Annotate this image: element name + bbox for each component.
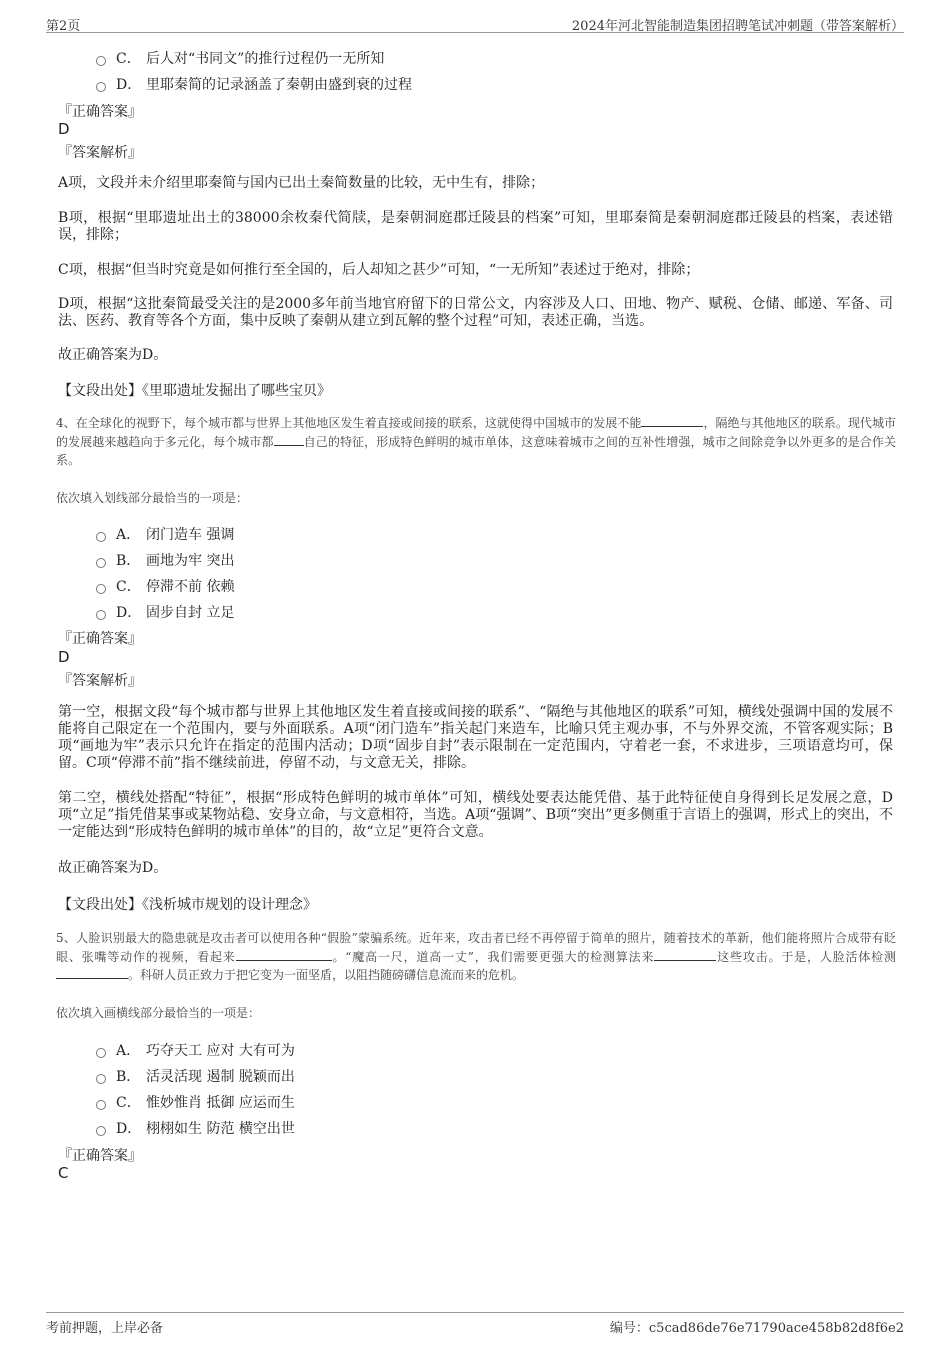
option-text: 固步自封 立足 <box>146 605 235 621</box>
q4-analysis-label: 『答案解析』 <box>58 673 142 689</box>
document-id: 编号：c5cad86de76e71790ace458b82d8f6e2 <box>609 1321 904 1336</box>
q5-option-b[interactable] <box>96 1066 295 1086</box>
q3-answer-label: 『正确答案』 <box>58 104 142 120</box>
q5-option-c[interactable] <box>96 1092 295 1112</box>
option-letter: D． <box>116 605 142 621</box>
q5-option-d[interactable] <box>96 1118 295 1138</box>
option-text: 闭门造车 强调 <box>146 527 235 543</box>
option-text: 巧夺天工 应对 大有可为 <box>146 1043 295 1059</box>
q4-stem-part3: 自己的特征，形成特色鲜明的城市单体，这意味着城市之间的互补性增强，城市之间除竞争以外更多的是合作关系。 <box>56 434 896 467</box>
q5-stem <box>56 929 896 985</box>
q4-answer: D <box>58 648 70 666</box>
radio-icon[interactable] <box>96 1074 106 1084</box>
option-letter: A． <box>116 1043 141 1059</box>
radio-icon[interactable] <box>96 532 106 542</box>
option-text: 后人对“书同文”的推行过程仍一无所知 <box>146 51 385 67</box>
q3-option-d[interactable] <box>96 74 412 94</box>
radio-icon[interactable] <box>96 584 106 594</box>
q4-stem <box>56 414 896 470</box>
q3-analysis-a: A项，文段并未介绍里耶秦简与国内已出土秦简数量的比较，无中生有，排除； <box>58 175 545 191</box>
q4-analysis-second-blank: 第二空，横线处搭配“特征”，根据“形成特色鲜明的城市单体”可知，横线处要表达能凭借、基于此特征使自身得到长足发展之意，D项“立足”指凭借某事或某物站稳、安身立命，与文意相符，当选。A项“强调”、B项“突出”更多侧重于言语上的强调，形式上的突出，不一定能达到“形成特色鲜明的城市单体”的目的，故“立足”更符合文意。 <box>58 790 893 840</box>
radio-icon[interactable] <box>96 1126 106 1136</box>
q5-prompt: 依次填入画横线部分最恰当的一项是： <box>56 1006 261 1020</box>
q4-conclusion: 故正确答案为D。 <box>58 860 168 876</box>
blank-line[interactable] <box>56 966 128 979</box>
option-letter: C． <box>116 1095 141 1111</box>
option-letter: D． <box>116 77 142 93</box>
q4-stem-part1: 4、在全球化的视野下，每个城市都与世界上其他地区发生着直接或间接的联系，这就使得中国城市的发展不能 <box>56 416 642 430</box>
radio-icon[interactable] <box>96 558 106 568</box>
blank-line[interactable] <box>641 414 703 427</box>
q5-stem-part1: 5、人脸识别最大的隐患就是攻击者可以使用各种“假脸”蒙骗系统。近年来，攻击者已经不再停留于简单的照片，随着技术的革新，他们能将照片合成带有眨眼、张嘴等动作的视频，看起来 <box>56 931 896 964</box>
option-text: 活灵活现 遏制 脱颖而出 <box>146 1069 295 1085</box>
q3-answer: D <box>58 120 70 138</box>
q3-analysis-c: C项，根据“但当时究竟是如何推行至全国的，后人却知之甚少”可知，“一无所知”表述过于绝对，排除； <box>58 262 700 278</box>
q4-option-c[interactable] <box>96 576 234 596</box>
radio-icon[interactable] <box>96 1100 106 1110</box>
q5-answer-label: 『正确答案』 <box>58 1148 142 1164</box>
q5-option-a[interactable] <box>96 1040 295 1060</box>
q5-answer: C <box>58 1164 69 1182</box>
q4-source: 【文段出处】《浅析城市规划的设计理念》 <box>58 897 317 913</box>
option-text: 栩栩如生 防范 横空出世 <box>146 1121 295 1137</box>
q4-analysis-first-blank: 第一空，根据文段“每个城市都与世界上其他地区发生着直接或间接的联系”、“隔绝与其他地区的联系”可知，横线处强调中国的发展不能将自己限定在一个范围内，要与外面联系。A项“闭门造车”指关起门来造车，比喻只凭主观办事，不与外界交流，不管客观实际；B项“画地为牢”表示只允许在指定的范围内活动；D项“固步自封”表示限制在一定范围内，守着老一套，不求进步，三项语意均可，保留。C项“停滞不前”指不继续前进，停留不动，与文意无关，排除。 <box>58 704 893 771</box>
q4-stem-part2: ，隔绝与其他地区的联系。现代城市的发展越来越趋向于多元化，每个城市都 <box>56 416 896 449</box>
q5-stem-part3: 这些攻击。于是，人脸活体检测 <box>716 949 896 964</box>
option-text: 画地为牢 突出 <box>146 553 235 569</box>
page-footer <box>46 1312 904 1335</box>
q3-option-c[interactable] <box>96 48 384 68</box>
q4-option-d[interactable] <box>96 602 234 622</box>
option-letter: D． <box>116 1121 142 1137</box>
blank-line[interactable] <box>274 433 304 446</box>
radio-icon[interactable] <box>96 610 106 620</box>
q4-option-b[interactable] <box>96 550 234 570</box>
option-text: 停滞不前 依赖 <box>146 579 235 595</box>
q5-stem-part4: 。科研人员正致力于把它变为一面坚盾，以阻挡随磅礴信息流而来的危机。 <box>128 968 525 982</box>
page-number: 第2页 <box>46 19 81 34</box>
q5-stem-part2: 。“魔高一尺，道高一丈”，我们需要更强大的检测算法来 <box>331 949 655 964</box>
q3-analysis-d: D项，根据“这批秦简最受关注的是2000多年前当地官府留下的日常公文，内容涉及人口、田地、物产、赋税、仓储、邮递、军备、司法、医药、教育等各个方面，集中反映了秦朝从建立到瓦解的整个过程”可知，表述正确，当选。 <box>58 296 893 329</box>
option-letter: B． <box>116 553 141 569</box>
radio-icon[interactable] <box>96 56 106 66</box>
q4-option-a[interactable] <box>96 524 234 544</box>
document-title: 2024年河北智能制造集团招聘笔试冲刺题（带答案解析） <box>571 19 904 34</box>
q4-prompt: 依次填入划线部分最恰当的一项是： <box>56 491 249 505</box>
option-letter: B． <box>116 1069 141 1085</box>
option-letter: A． <box>116 527 141 543</box>
q3-analysis-label: 『答案解析』 <box>58 145 142 161</box>
page-header <box>46 12 904 33</box>
radio-icon[interactable] <box>96 82 106 92</box>
footer-slogan: 考前押题，上岸必备 <box>46 1321 164 1336</box>
radio-icon[interactable] <box>96 1048 106 1058</box>
blank-line[interactable] <box>654 948 716 961</box>
q3-analysis-b: B项，根据“里耶遗址出土的38000余枚秦代简牍，是秦朝洞庭郡迁陵县的档案”可知，里耶秦简是秦朝洞庭郡迁陵县的档案，表述错误，排除； <box>58 210 893 243</box>
q3-source: 【文段出处】《里耶遗址发掘出了哪些宝贝》 <box>58 383 331 399</box>
option-letter: C． <box>116 51 141 67</box>
option-letter: C． <box>116 579 141 595</box>
option-text: 惟妙惟肖 抵御 应运而生 <box>146 1095 295 1111</box>
option-text: 里耶秦简的记录涵盖了秦朝由盛到衰的过程 <box>146 77 412 93</box>
q4-answer-label: 『正确答案』 <box>58 631 142 647</box>
blank-line[interactable] <box>236 948 332 961</box>
q3-conclusion: 故正确答案为D。 <box>58 347 168 363</box>
